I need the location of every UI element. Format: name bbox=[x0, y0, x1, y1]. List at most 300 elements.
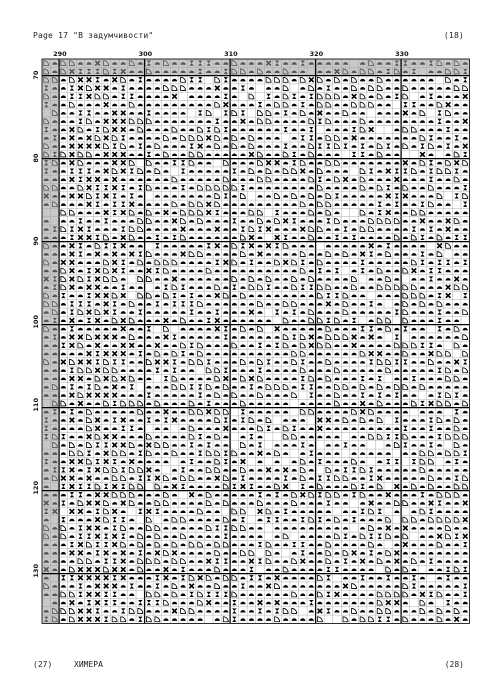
half-circle-symbol bbox=[61, 386, 66, 389]
half-circle-symbol bbox=[180, 427, 185, 430]
half-circle-symbol bbox=[232, 502, 237, 505]
half-circle-symbol bbox=[403, 552, 408, 555]
hourglass-symbol bbox=[189, 442, 193, 447]
hourglass-symbol bbox=[155, 268, 159, 273]
quarter-circle-symbol bbox=[403, 567, 408, 572]
half-circle-symbol bbox=[61, 494, 66, 497]
quarter-circle-symbol bbox=[403, 127, 408, 132]
half-circle-symbol bbox=[454, 560, 459, 563]
quarter-circle-symbol bbox=[95, 243, 100, 248]
half-circle-symbol bbox=[369, 402, 374, 405]
half-circle-symbol bbox=[240, 311, 245, 314]
half-circle-symbol bbox=[428, 585, 433, 588]
half-circle-symbol bbox=[394, 585, 399, 588]
half-circle-symbol bbox=[420, 95, 425, 98]
half-circle-symbol bbox=[198, 469, 203, 472]
half-circle-symbol bbox=[437, 137, 442, 140]
half-circle-symbol bbox=[95, 303, 100, 306]
half-circle-symbol bbox=[240, 220, 245, 223]
quarter-circle-symbol bbox=[309, 193, 314, 198]
half-circle-symbol bbox=[121, 104, 126, 107]
half-circle-symbol bbox=[334, 469, 339, 472]
cross-symbol bbox=[104, 152, 109, 157]
half-circle-symbol bbox=[189, 245, 194, 248]
quarter-circle-symbol bbox=[429, 451, 434, 456]
quarter-circle-symbol bbox=[292, 359, 297, 364]
half-circle-symbol bbox=[206, 568, 211, 571]
half-circle-symbol bbox=[369, 286, 374, 289]
half-circle-symbol bbox=[266, 502, 271, 505]
cross-symbol bbox=[249, 152, 254, 157]
half-circle-symbol bbox=[266, 129, 271, 132]
half-circle-symbol bbox=[403, 228, 408, 231]
hourglass-symbol bbox=[360, 575, 364, 580]
cross-symbol bbox=[121, 210, 126, 215]
quarter-circle-symbol bbox=[369, 525, 374, 530]
cross-symbol bbox=[258, 252, 263, 257]
hourglass-symbol bbox=[292, 218, 296, 223]
half-circle-symbol bbox=[300, 87, 305, 90]
hourglass-symbol bbox=[249, 434, 253, 439]
quarter-circle-symbol bbox=[283, 102, 288, 107]
half-circle-symbol bbox=[343, 129, 348, 132]
quarter-circle-symbol bbox=[309, 210, 314, 215]
hourglass-symbol bbox=[378, 202, 382, 207]
hourglass-symbol bbox=[224, 534, 228, 539]
half-circle-symbol bbox=[309, 361, 314, 364]
quarter-circle-symbol bbox=[275, 260, 280, 265]
half-circle-symbol bbox=[360, 162, 365, 165]
cross-symbol bbox=[352, 335, 357, 340]
half-circle-symbol bbox=[249, 469, 254, 472]
hourglass-symbol bbox=[249, 575, 253, 580]
half-circle-symbol bbox=[232, 195, 237, 198]
half-circle-symbol bbox=[155, 311, 160, 314]
half-circle-symbol bbox=[266, 411, 271, 414]
half-circle-symbol bbox=[292, 469, 297, 472]
half-circle-symbol bbox=[394, 245, 399, 248]
quarter-circle-symbol bbox=[223, 185, 228, 190]
half-circle-symbol bbox=[198, 461, 203, 464]
half-circle-symbol bbox=[343, 402, 348, 405]
half-circle-symbol bbox=[428, 618, 433, 621]
quarter-circle-symbol bbox=[172, 542, 177, 547]
quarter-circle-symbol bbox=[232, 276, 237, 281]
cross-symbol bbox=[78, 509, 83, 514]
half-circle-symbol bbox=[420, 104, 425, 107]
quarter-circle-symbol bbox=[181, 235, 186, 240]
half-circle-symbol bbox=[215, 95, 220, 98]
hourglass-symbol bbox=[121, 185, 125, 190]
quarter-circle-symbol bbox=[292, 169, 297, 174]
half-circle-symbol bbox=[309, 585, 314, 588]
half-circle-symbol bbox=[146, 104, 151, 107]
half-circle-symbol bbox=[326, 585, 331, 588]
half-circle-symbol bbox=[377, 585, 382, 588]
quarter-circle-symbol bbox=[163, 268, 168, 273]
quarter-circle-symbol bbox=[275, 102, 280, 107]
hourglass-symbol bbox=[241, 227, 245, 232]
quarter-circle-symbol bbox=[343, 301, 348, 306]
half-circle-symbol bbox=[223, 270, 228, 273]
half-circle-symbol bbox=[138, 378, 143, 381]
quarter-circle-symbol bbox=[386, 285, 391, 290]
quarter-circle-symbol bbox=[446, 451, 451, 456]
half-circle-symbol bbox=[300, 527, 305, 530]
half-circle-symbol bbox=[266, 593, 271, 596]
quarter-circle-symbol bbox=[411, 210, 416, 215]
half-circle-symbol bbox=[257, 270, 262, 273]
hourglass-symbol bbox=[61, 434, 65, 439]
half-circle-symbol bbox=[317, 278, 322, 281]
half-circle-symbol bbox=[300, 195, 305, 198]
half-circle-symbol bbox=[394, 328, 399, 331]
hourglass-symbol bbox=[446, 575, 450, 580]
cross-symbol bbox=[164, 409, 169, 414]
quarter-circle-symbol bbox=[300, 110, 305, 115]
half-circle-symbol bbox=[240, 618, 245, 621]
half-circle-symbol bbox=[446, 593, 451, 596]
half-circle-symbol bbox=[411, 195, 416, 198]
half-circle-symbol bbox=[180, 328, 185, 331]
quarter-circle-symbol bbox=[181, 476, 186, 481]
quarter-circle-symbol bbox=[429, 459, 434, 464]
quarter-circle-symbol bbox=[403, 384, 408, 389]
hourglass-symbol bbox=[172, 235, 176, 240]
half-circle-symbol bbox=[446, 153, 451, 156]
half-circle-symbol bbox=[377, 236, 382, 239]
quarter-circle-symbol bbox=[78, 152, 83, 157]
half-circle-symbol bbox=[180, 502, 185, 505]
half-circle-symbol bbox=[420, 328, 425, 331]
half-circle-symbol bbox=[240, 162, 245, 165]
hourglass-symbol bbox=[95, 608, 99, 613]
hourglass-symbol bbox=[78, 168, 82, 173]
hourglass-symbol bbox=[241, 417, 245, 422]
half-circle-symbol bbox=[138, 336, 143, 339]
half-circle-symbol bbox=[198, 270, 203, 273]
quarter-circle-symbol bbox=[283, 335, 288, 340]
half-circle-symbol bbox=[454, 303, 459, 306]
half-circle-symbol bbox=[61, 137, 66, 140]
quarter-circle-symbol bbox=[403, 285, 408, 290]
half-circle-symbol bbox=[232, 469, 237, 472]
half-circle-symbol bbox=[155, 87, 160, 90]
half-circle-symbol bbox=[232, 236, 237, 239]
quarter-circle-symbol bbox=[95, 384, 100, 389]
hourglass-symbol bbox=[130, 94, 134, 99]
page-footer-title: ХИМЕРА bbox=[74, 660, 103, 669]
half-circle-symbol bbox=[283, 253, 288, 256]
hourglass-symbol bbox=[446, 144, 450, 149]
half-circle-symbol bbox=[309, 510, 314, 513]
cross-symbol bbox=[87, 202, 92, 207]
half-circle-symbol bbox=[129, 577, 134, 580]
half-circle-symbol bbox=[343, 286, 348, 289]
half-circle-symbol bbox=[334, 560, 339, 563]
half-circle-symbol bbox=[369, 602, 374, 605]
quarter-circle-symbol bbox=[300, 160, 305, 165]
cross-symbol bbox=[95, 600, 100, 605]
half-circle-symbol bbox=[155, 427, 160, 430]
half-circle-symbol bbox=[163, 527, 168, 530]
half-circle-symbol bbox=[420, 353, 425, 356]
cross-symbol bbox=[309, 335, 314, 340]
half-circle-symbol bbox=[249, 394, 254, 397]
half-circle-symbol bbox=[403, 79, 408, 82]
cross-symbol bbox=[241, 459, 246, 464]
half-circle-symbol bbox=[437, 568, 442, 571]
half-circle-symbol bbox=[386, 87, 391, 90]
quarter-circle-symbol bbox=[275, 384, 280, 389]
half-circle-symbol bbox=[428, 436, 433, 439]
quarter-circle-symbol bbox=[215, 393, 220, 398]
quarter-circle-symbol bbox=[403, 534, 408, 539]
half-circle-symbol bbox=[411, 220, 416, 223]
quarter-circle-symbol bbox=[232, 393, 237, 398]
hourglass-symbol bbox=[241, 583, 245, 588]
half-circle-symbol bbox=[309, 270, 314, 273]
half-circle-symbol bbox=[369, 178, 374, 181]
quarter-circle-symbol bbox=[300, 202, 305, 207]
half-circle-symbol bbox=[403, 236, 408, 239]
half-circle-symbol bbox=[206, 477, 211, 480]
hourglass-symbol bbox=[224, 451, 228, 456]
hourglass-symbol bbox=[420, 144, 424, 149]
quarter-circle-symbol bbox=[334, 335, 339, 340]
half-circle-symbol bbox=[446, 610, 451, 613]
half-circle-symbol bbox=[463, 386, 468, 389]
cross-symbol bbox=[215, 476, 220, 481]
quarter-circle-symbol bbox=[326, 210, 331, 215]
half-circle-symbol bbox=[69, 560, 74, 563]
hourglass-symbol bbox=[215, 119, 219, 124]
hourglass-symbol bbox=[87, 467, 91, 472]
half-circle-symbol bbox=[172, 436, 177, 439]
half-circle-symbol bbox=[428, 319, 433, 322]
half-circle-symbol bbox=[104, 411, 109, 414]
quarter-circle-symbol bbox=[189, 409, 194, 414]
quarter-circle-symbol bbox=[275, 218, 280, 223]
half-circle-symbol bbox=[446, 427, 451, 430]
hourglass-symbol bbox=[224, 110, 228, 115]
quarter-circle-symbol bbox=[352, 409, 357, 414]
half-circle-symbol bbox=[206, 153, 211, 156]
half-circle-symbol bbox=[420, 178, 425, 181]
half-circle-symbol bbox=[172, 510, 177, 513]
half-circle-symbol bbox=[198, 585, 203, 588]
quarter-circle-symbol bbox=[463, 401, 468, 406]
half-circle-symbol bbox=[223, 552, 228, 555]
half-circle-symbol bbox=[257, 469, 262, 472]
half-circle-symbol bbox=[172, 112, 177, 115]
hourglass-symbol bbox=[437, 310, 441, 315]
half-circle-symbol bbox=[420, 187, 425, 190]
half-circle-symbol bbox=[275, 286, 280, 289]
half-circle-symbol bbox=[129, 419, 134, 422]
half-circle-symbol bbox=[437, 552, 442, 555]
half-circle-symbol bbox=[317, 436, 322, 439]
half-circle-symbol bbox=[411, 469, 416, 472]
hourglass-symbol bbox=[87, 227, 91, 232]
half-circle-symbol bbox=[249, 253, 254, 256]
half-circle-symbol bbox=[249, 162, 254, 165]
hourglass-symbol bbox=[241, 517, 245, 522]
hourglass-symbol bbox=[121, 484, 125, 489]
quarter-circle-symbol bbox=[61, 227, 66, 232]
half-circle-symbol bbox=[138, 195, 143, 198]
half-circle-symbol bbox=[257, 203, 262, 206]
half-circle-symbol bbox=[454, 593, 459, 596]
quarter-circle-symbol bbox=[129, 119, 134, 124]
half-circle-symbol bbox=[343, 353, 348, 356]
hourglass-symbol bbox=[121, 426, 125, 431]
half-circle-symbol bbox=[351, 568, 356, 571]
half-circle-symbol bbox=[446, 419, 451, 422]
cross-symbol bbox=[112, 542, 117, 547]
half-circle-symbol bbox=[240, 303, 245, 306]
hourglass-symbol bbox=[395, 359, 399, 364]
quarter-circle-symbol bbox=[411, 285, 416, 290]
cross-symbol bbox=[215, 243, 220, 248]
hourglass-symbol bbox=[61, 575, 65, 580]
hourglass-symbol bbox=[403, 102, 407, 107]
quarter-circle-symbol bbox=[138, 293, 143, 298]
quarter-circle-symbol bbox=[232, 260, 237, 265]
half-circle-symbol bbox=[326, 535, 331, 538]
half-circle-symbol bbox=[454, 311, 459, 314]
hourglass-symbol bbox=[95, 185, 99, 190]
row-number-label: 100 bbox=[32, 315, 40, 329]
half-circle-symbol bbox=[266, 378, 271, 381]
half-circle-symbol bbox=[351, 295, 356, 298]
quarter-circle-symbol bbox=[104, 260, 109, 265]
quarter-circle-symbol bbox=[437, 252, 442, 257]
half-circle-symbol bbox=[283, 502, 288, 505]
half-circle-symbol bbox=[198, 402, 203, 405]
half-circle-symbol bbox=[292, 344, 297, 347]
half-circle-symbol bbox=[411, 610, 416, 613]
cross-symbol bbox=[155, 343, 160, 348]
cross-symbol bbox=[275, 575, 280, 580]
quarter-circle-symbol bbox=[172, 451, 177, 456]
half-circle-symbol bbox=[275, 394, 280, 397]
cross-symbol bbox=[283, 484, 288, 489]
half-circle-symbol bbox=[317, 311, 322, 314]
half-circle-symbol bbox=[283, 228, 288, 231]
half-circle-symbol bbox=[163, 236, 168, 239]
half-circle-symbol bbox=[283, 212, 288, 215]
half-circle-symbol bbox=[411, 137, 416, 140]
half-circle-symbol bbox=[86, 402, 91, 405]
half-circle-symbol bbox=[420, 228, 425, 231]
half-circle-symbol bbox=[146, 95, 151, 98]
quarter-circle-symbol bbox=[240, 550, 245, 555]
quarter-circle-symbol bbox=[326, 542, 331, 547]
half-circle-symbol bbox=[240, 129, 245, 132]
half-circle-symbol bbox=[334, 602, 339, 605]
half-circle-symbol bbox=[292, 378, 297, 381]
hourglass-symbol bbox=[283, 127, 287, 132]
half-circle-symbol bbox=[95, 560, 100, 563]
cross-symbol bbox=[78, 194, 83, 199]
quarter-circle-symbol bbox=[189, 202, 194, 207]
quarter-circle-symbol bbox=[129, 335, 134, 340]
hourglass-symbol bbox=[352, 127, 356, 132]
quarter-circle-symbol bbox=[377, 592, 382, 597]
half-circle-symbol bbox=[163, 452, 168, 455]
hourglass-symbol bbox=[95, 550, 99, 555]
half-circle-symbol bbox=[360, 610, 365, 613]
half-circle-symbol bbox=[198, 245, 203, 248]
half-circle-symbol bbox=[386, 270, 391, 273]
half-circle-symbol bbox=[437, 577, 442, 580]
half-circle-symbol bbox=[411, 162, 416, 165]
half-circle-symbol bbox=[206, 535, 211, 538]
quarter-circle-symbol bbox=[454, 492, 459, 497]
quarter-circle-symbol bbox=[317, 102, 322, 107]
cross-symbol bbox=[78, 235, 83, 240]
hourglass-symbol bbox=[301, 359, 305, 364]
hourglass-symbol bbox=[164, 417, 168, 422]
half-circle-symbol bbox=[309, 535, 314, 538]
quarter-circle-symbol bbox=[334, 476, 339, 481]
half-circle-symbol bbox=[454, 129, 459, 132]
half-circle-symbol bbox=[317, 535, 322, 538]
quarter-circle-symbol bbox=[215, 376, 220, 381]
quarter-circle-symbol bbox=[403, 584, 408, 589]
half-circle-symbol bbox=[428, 286, 433, 289]
half-circle-symbol bbox=[275, 427, 280, 430]
hourglass-symbol bbox=[87, 484, 91, 489]
hourglass-symbol bbox=[429, 160, 433, 165]
cross-symbol bbox=[104, 376, 109, 381]
half-circle-symbol bbox=[454, 120, 459, 123]
hourglass-symbol bbox=[386, 144, 390, 149]
half-circle-symbol bbox=[369, 311, 374, 314]
quarter-circle-symbol bbox=[454, 426, 459, 431]
cross-symbol bbox=[395, 600, 400, 605]
quarter-circle-symbol bbox=[420, 467, 425, 472]
half-circle-symbol bbox=[172, 602, 177, 605]
quarter-circle-symbol bbox=[163, 476, 168, 481]
hourglass-symbol bbox=[95, 202, 99, 207]
half-circle-symbol bbox=[360, 303, 365, 306]
quarter-circle-symbol bbox=[112, 135, 117, 140]
hourglass-symbol bbox=[301, 442, 305, 447]
half-circle-symbol bbox=[129, 568, 134, 571]
quarter-circle-symbol bbox=[181, 86, 186, 91]
cross-symbol bbox=[112, 268, 117, 273]
hourglass-symbol bbox=[343, 534, 347, 539]
half-circle-symbol bbox=[309, 461, 314, 464]
half-circle-symbol bbox=[343, 527, 348, 530]
quarter-circle-symbol bbox=[317, 318, 322, 323]
quarter-circle-symbol bbox=[215, 451, 220, 456]
half-circle-symbol bbox=[292, 510, 297, 513]
half-circle-symbol bbox=[437, 220, 442, 223]
half-circle-symbol bbox=[343, 245, 348, 248]
hourglass-symbol bbox=[437, 268, 441, 273]
half-circle-symbol bbox=[232, 419, 237, 422]
half-circle-symbol bbox=[232, 477, 237, 480]
half-circle-symbol bbox=[223, 361, 228, 364]
quarter-circle-symbol bbox=[87, 193, 92, 198]
hourglass-symbol bbox=[369, 251, 373, 256]
cross-symbol bbox=[112, 484, 117, 489]
half-circle-symbol bbox=[463, 494, 468, 497]
half-circle-symbol bbox=[61, 195, 66, 198]
